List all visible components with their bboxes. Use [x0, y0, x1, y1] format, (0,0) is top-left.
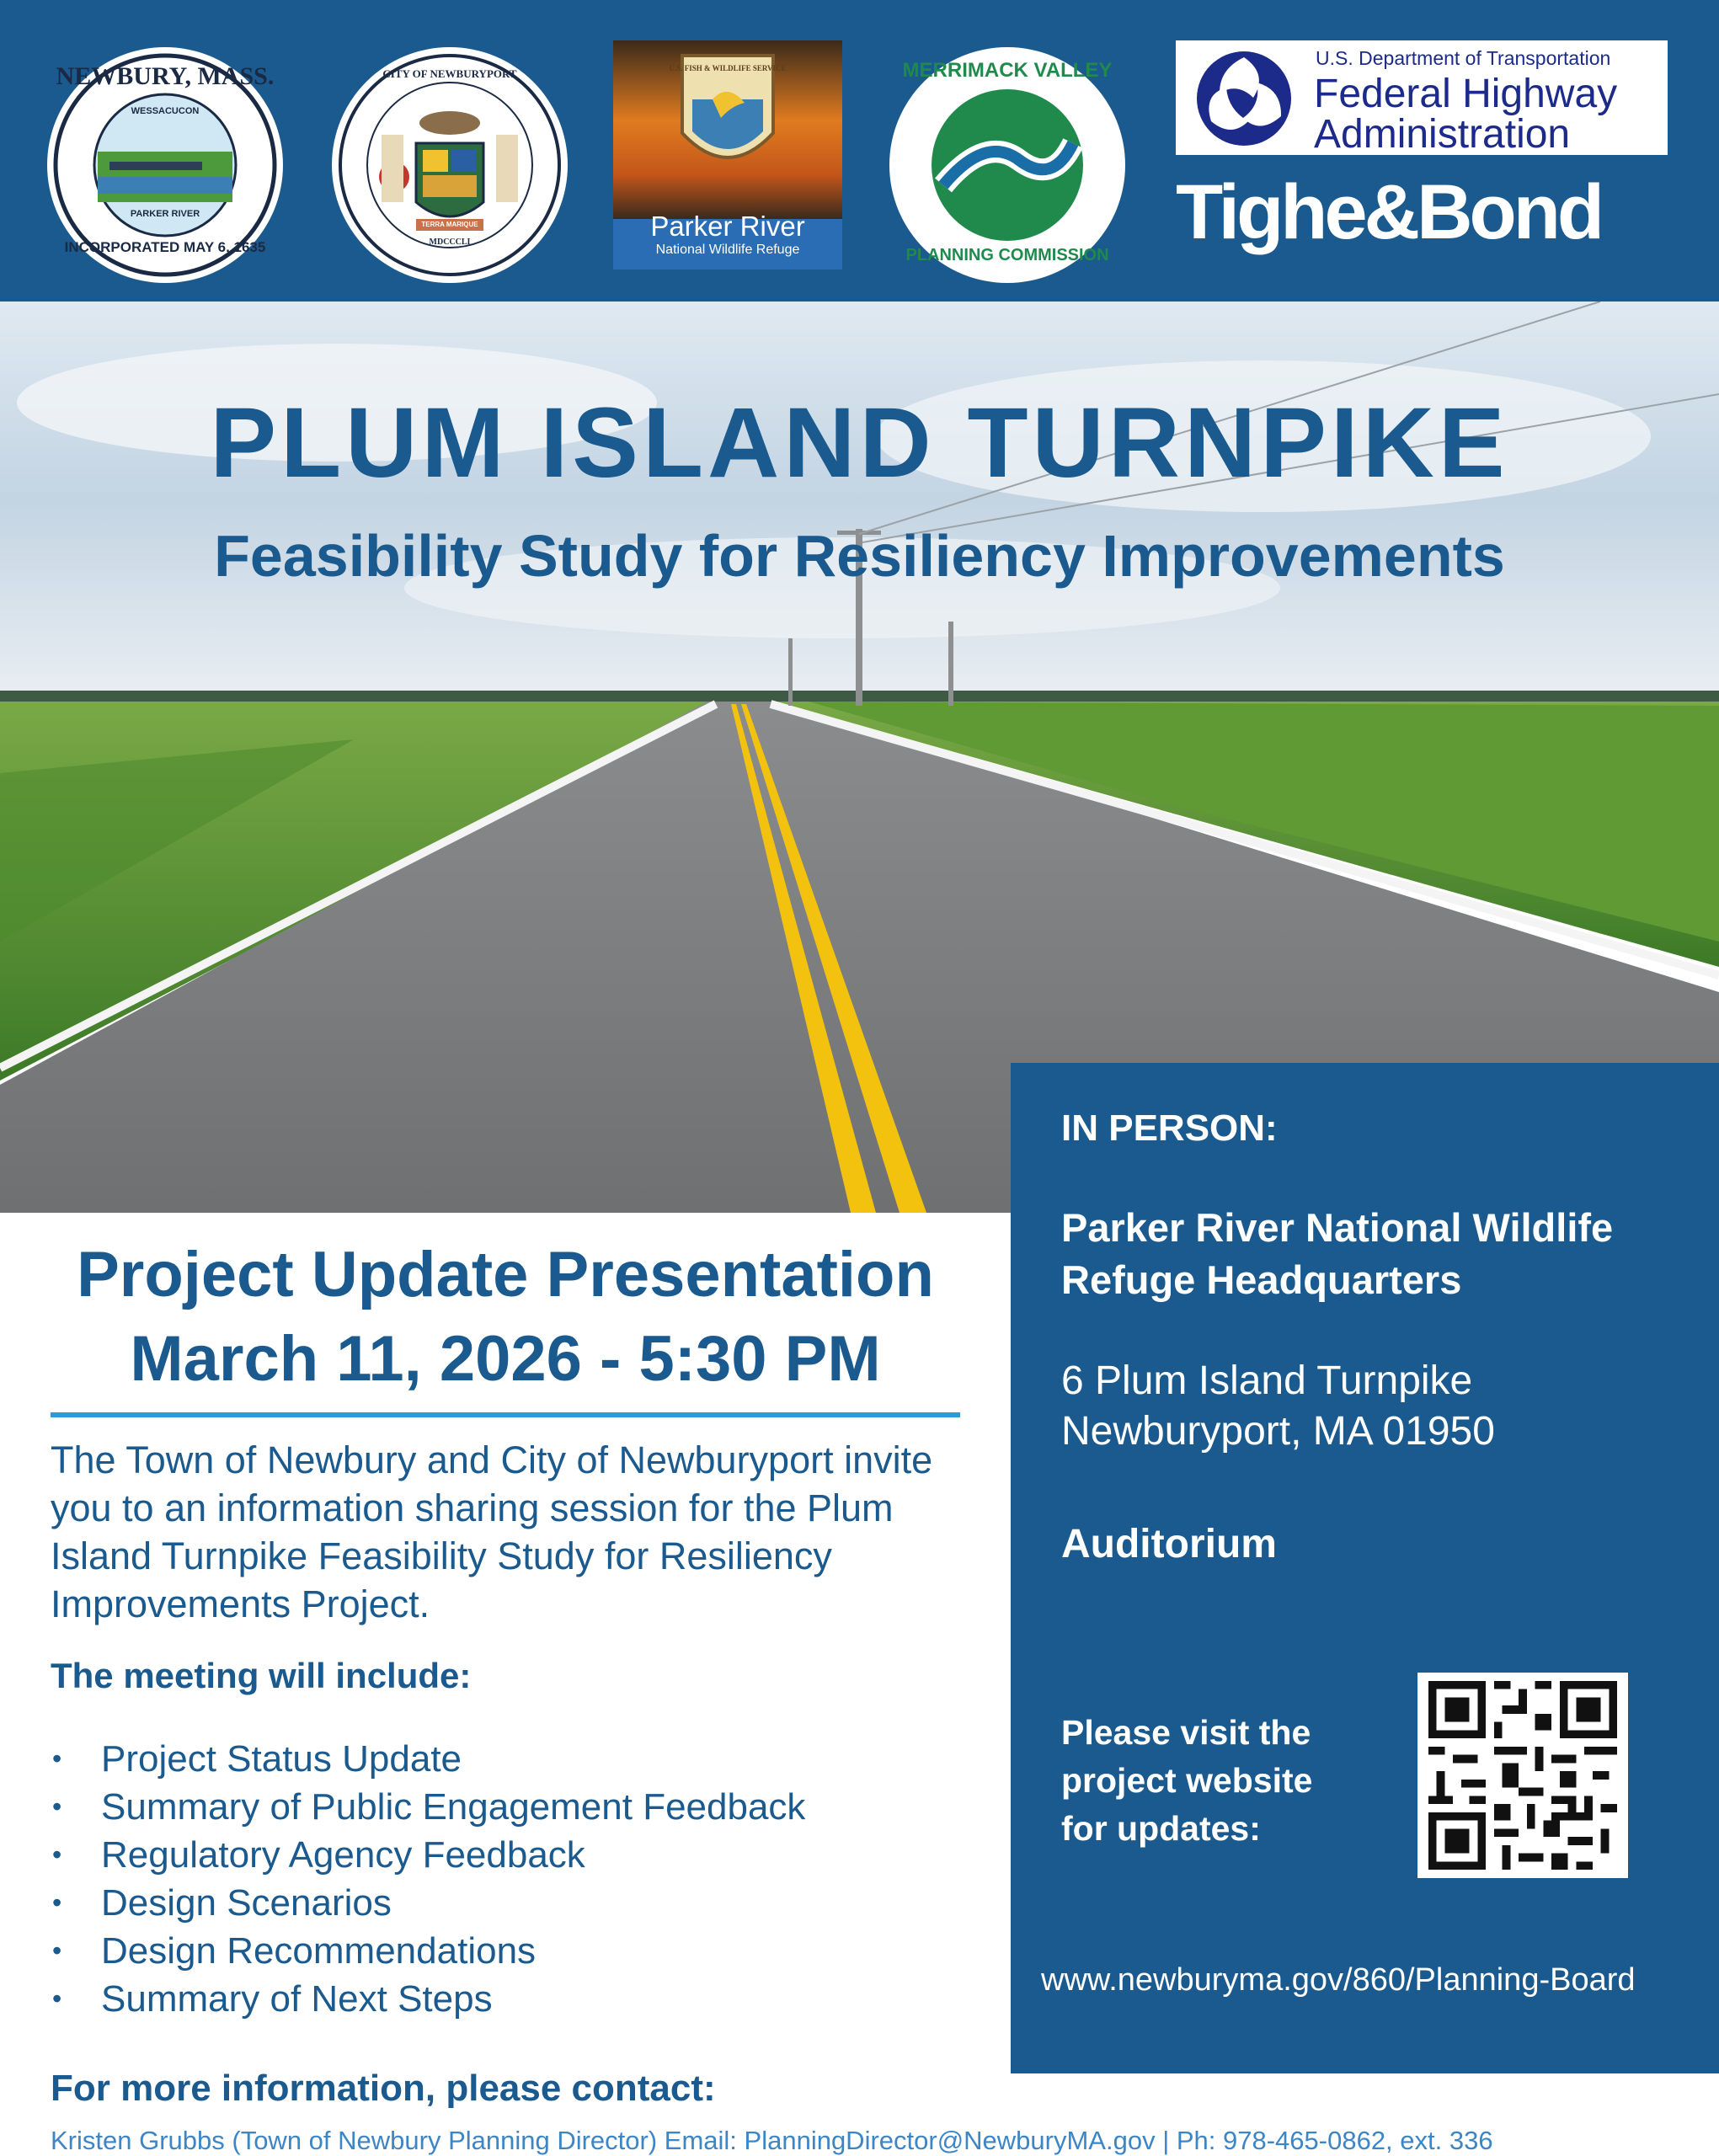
project-website-qr-code[interactable]	[1417, 1673, 1628, 1878]
list-item	[51, 1783, 977, 1831]
fws-refuge-name: Parker River	[650, 211, 805, 242]
list-item	[51, 1927, 977, 1975]
agenda-heading: The meeting will include:	[51, 1656, 472, 1695]
agenda-item-label: Design Recommendations	[101, 1930, 537, 1972]
list-item	[51, 1735, 977, 1783]
bullet-icon: •	[52, 1791, 62, 1822]
newbury-seal-bottom: INCORPORATED MAY 6, 1635	[64, 239, 266, 255]
newburyport-seal-top: CITY OF NEWBURYPORT	[382, 67, 517, 80]
bullet-icon: •	[52, 1935, 62, 1966]
fws-refuge-sub: National Wildlife Refuge	[655, 243, 800, 257]
qr-code-icon	[1417, 1673, 1628, 1878]
mvpc-top-text: MERRIMACK VALLEY	[902, 59, 1113, 82]
contact-details: Kristen Grubbs (Town of Newbury Planning Director) Email: PlanningDirector@NewburyMA.gov | Ph: 978-465-0862, ext. 336	[51, 2126, 1493, 2155]
bullet-icon: •	[52, 1983, 62, 2014]
contact-heading: For more information, please contact:	[51, 2068, 716, 2109]
list-item	[51, 1879, 977, 1927]
venue-name-line1: Parker River National Wildlife	[1061, 1205, 1614, 1250]
visit-line1: Please visit the	[1061, 1713, 1311, 1752]
intro-paragraph: The Town of Newbury and City of Newburyport invite you to an information sharing session for the Plum Island Turnpike Feasibility Study for Resiliency Improvements Project.	[51, 1438, 933, 1625]
fhwa-line1: Federal Highway	[1314, 72, 1618, 116]
visit-line2: project website	[1061, 1761, 1313, 1800]
venue-label: IN PERSON:	[1061, 1107, 1278, 1149]
newbury-seal-logo	[51, 51, 280, 280]
fws-badge-text: U.S. FISH & WILDLIFE SERVICE	[669, 64, 787, 72]
visit-line3: for updates:	[1061, 1809, 1261, 1848]
venue-address-line2: Newburyport, MA 01950	[1061, 1409, 1495, 1454]
venue-room: Auditorium	[1061, 1522, 1277, 1566]
divider	[51, 1412, 960, 1417]
newburyport-seal-motto: TERRA MARIQUE	[421, 221, 478, 228]
newburyport-seal-year: MDCCCLI	[429, 237, 471, 247]
bullet-icon: •	[52, 1743, 62, 1774]
agenda-item-label: Regulatory Agency Feedback	[101, 1834, 585, 1876]
mvpc-bottom-text: PLANNING COMMISSION	[905, 246, 1109, 264]
mvpc-logo	[893, 51, 1122, 280]
fhwa-dept-text: U.S. Department of Transportation	[1316, 47, 1611, 69]
page-title: PLUM ISLAND TURNPIKE	[210, 387, 1509, 499]
list-item	[51, 1831, 977, 1879]
list-item	[51, 1975, 977, 2023]
newbury-seal-inner-bottom: PARKER RIVER	[130, 209, 200, 219]
newburyport-seal-logo	[335, 51, 564, 280]
parker-river-refuge-logo	[613, 40, 842, 270]
page-subtitle: Feasibility Study for Resiliency Improvements	[214, 523, 1505, 589]
agenda-list	[51, 1735, 977, 2023]
bullet-icon: •	[52, 1887, 62, 1918]
newbury-seal-inner-top: WESSACUCON	[131, 106, 200, 116]
presentation-title: Project Update Presentation	[77, 1239, 934, 1310]
agenda-item-label: Design Scenarios	[101, 1882, 392, 1924]
bullet-icon: •	[52, 1839, 62, 1870]
agenda-item-label: Summary of Next Steps	[101, 1978, 493, 2020]
fhwa-line2: Administration	[1314, 112, 1571, 157]
presentation-datetime: March 11, 2026 - 5:30 PM	[130, 1323, 881, 1395]
agenda-item-label: Project Status Update	[101, 1738, 462, 1780]
project-website-link[interactable]: www.newburyma.gov/860/Planning-Board	[1041, 1962, 1636, 1998]
fhwa-triskelion-icon	[1194, 49, 1294, 148]
tighe-bond-logo: Tighe&Bond	[1176, 169, 1602, 255]
newbury-seal-top: NEWBURY, MASS.	[56, 62, 275, 90]
venue-name-line2: Refuge Headquarters	[1061, 1257, 1462, 1302]
fhwa-logo	[1176, 40, 1668, 155]
agenda-item-label: Summary of Public Engagement Feedback	[101, 1786, 806, 1828]
venue-address-line1: 6 Plum Island Turnpike	[1061, 1358, 1473, 1403]
